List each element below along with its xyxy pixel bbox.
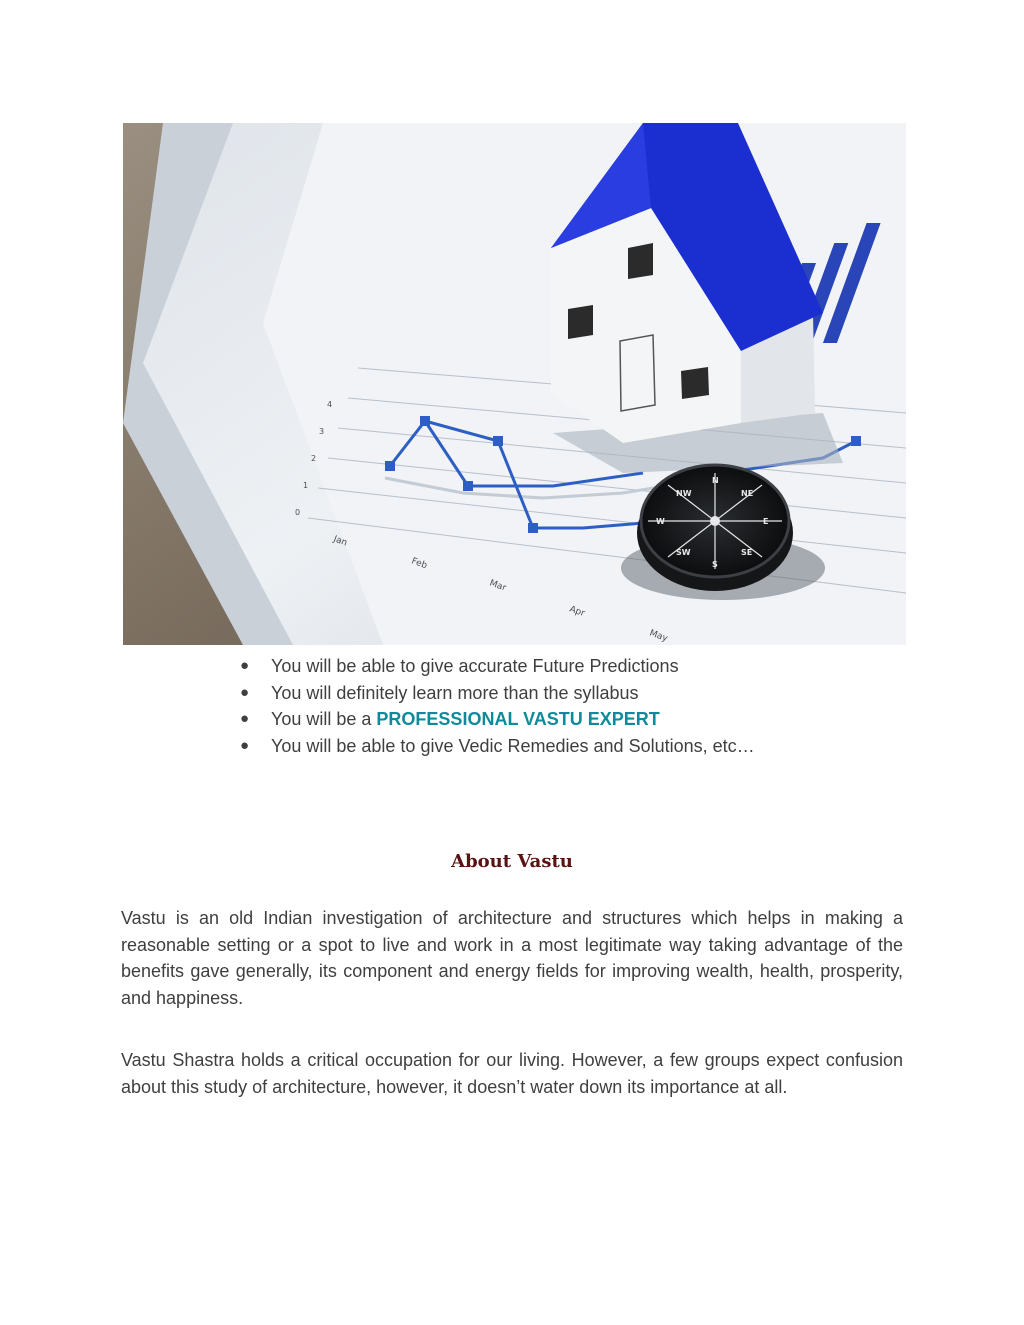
bullet-icon: ● (240, 657, 250, 674)
list-item: ● You will be able to give accurate Future Predictions (240, 653, 755, 680)
compass-letter: SE (741, 548, 753, 557)
chart-month-label: Jan (331, 534, 349, 549)
chart-month-label: Feb (409, 556, 429, 572)
section-title: About Vastu (451, 851, 573, 872)
chart-tick-label: 4 (327, 400, 333, 409)
chart-tick-label: 3 (319, 427, 325, 436)
compass-letter: N (712, 476, 719, 485)
chart-month-label: May (647, 628, 669, 645)
paragraph: Vastu is an old Indian investigation of architecture and structures which helps in making a reasonable setting or a spot to live and work in a most legitimate way taking advantage of the benefits gave generally, its component and energy fields for improving wealth, health, prosperity, and happiness. (121, 908, 903, 1008)
compass-letter: E (763, 517, 769, 526)
chart-tick-label: 0 (295, 508, 301, 517)
chart-tick-label: 1 (303, 481, 309, 490)
list-item: ● You will be a PROFESSIONAL VASTU EXPERT (240, 706, 755, 733)
bullet-icon: ● (240, 736, 250, 754)
chart-month-label: Apr (567, 604, 587, 620)
bullet-icon: ● (240, 683, 250, 701)
compass-letter: SW (676, 548, 691, 557)
compass-letter: NW (676, 489, 692, 498)
compass-letter: S (712, 560, 718, 569)
highlight-text: PROFESSIONAL VASTU EXPERT (376, 709, 660, 729)
compass-letter: NE (741, 489, 754, 498)
compass-letter: W (656, 517, 665, 526)
chart-month-label: Mar (487, 578, 508, 594)
chart-tick-label: 2 (311, 454, 317, 463)
benefits-list (240, 653, 755, 759)
hero-photo (123, 123, 906, 645)
paragraph: Vastu Shastra holds a critical occupation for our living. However, a few groups expect confusion about this study of architecture, however, it doesn’t water down its importance at all. (121, 1050, 903, 1097)
list-item: ● You will definitely learn more than the syllabus (240, 680, 755, 707)
bullet-icon: ● (240, 710, 250, 727)
list-item: ● You will be able to give Vedic Remedies and Solutions, etc… (240, 733, 755, 760)
